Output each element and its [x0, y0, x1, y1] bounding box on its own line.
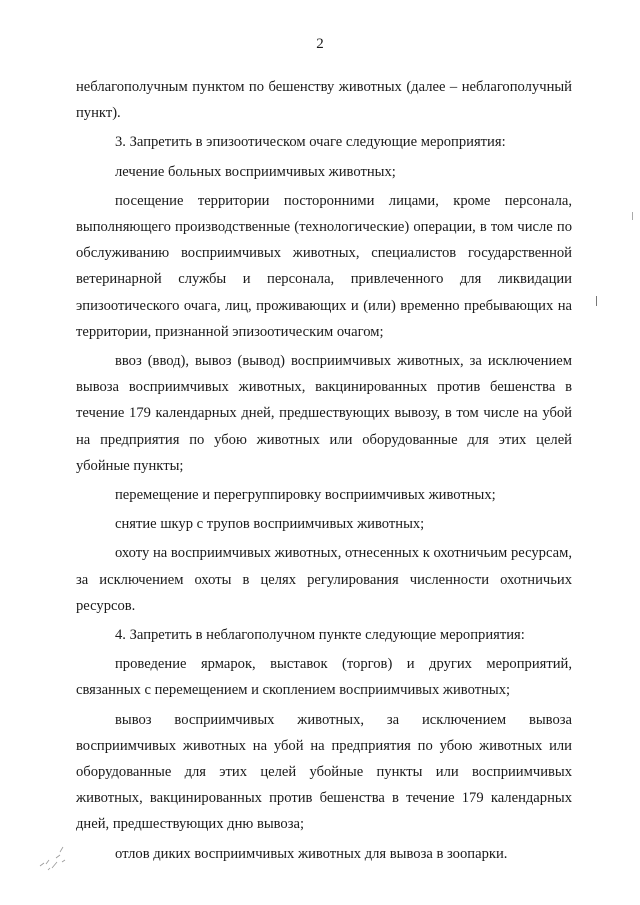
document-body: [76, 74, 572, 867]
paragraph-import-export: ввоз (ввод), вывоз (вывод) восприимчивых животных, за исключением вывоза восприимчивых животных, вакцинированных против бешенства в течение 179 календарных дней, предшествующих вывозу, в том числе на убой на предприятия по убою животных или оборудованные для этих целей убойные пункты;: [76, 353, 572, 474]
paragraph-section-4-heading: 4. Запретить в неблагополучном пункте следующие мероприятия:: [115, 627, 525, 644]
scan-mark: [632, 212, 633, 220]
paragraph-fairs: проведение ярмарок, выставок (торгов) и других мероприятий, связанных с перемещением и скоплением восприимчивых животных;: [76, 656, 572, 699]
scan-smudge: [34, 838, 74, 878]
scan-mark: [596, 296, 597, 306]
paragraph-hunting: охоту на восприимчивых животных, отнесенных к охотничьим ресурсам, за исключением охоты в целях регулирования численности охотничьих ресурсов.: [76, 545, 572, 614]
paragraph-treatment: лечение больных восприимчивых животных;: [115, 163, 396, 180]
paragraph-removal: вывоз восприимчивых животных, за исключением вывоза восприимчивых животных на убой на предприятия по убою животных или оборудованные для этих целей убойные пункты или восприимчивых животных, вакцинированных против бешенства в течение 179 календарных дней, предшествующих дню вывоза;: [76, 711, 572, 833]
paragraph-intro: неблагополучным пунктом по бешенству животных (далее – неблагополучный пункт).: [76, 79, 572, 122]
paragraph-trapping: отлов диких восприимчивых животных для вывоза в зоопарки.: [115, 845, 508, 862]
paragraph-section-3-heading: 3. Запретить в эпизоотическом очаге следующие мероприятия:: [115, 134, 506, 151]
paragraph-visits: посещение территории посторонними лицами, кроме персонала, выполняющего производственные (технологические) операции, в том числе по обслуживанию восприимчивых животных, специалистов государственной ветеринарной службы и персонала, привлеченного для ликвидации эпизоотического очага, лиц, проживающих и (или) временно пребывающих на территории, признанной эпизоотическим очагом;: [76, 192, 572, 340]
paragraph-regrouping: перемещение и перегруппировку восприимчивых животных;: [115, 487, 496, 504]
page-number: 2: [316, 36, 324, 52]
paragraph-skinning: снятие шкур с трупов восприимчивых животных;: [115, 516, 425, 533]
